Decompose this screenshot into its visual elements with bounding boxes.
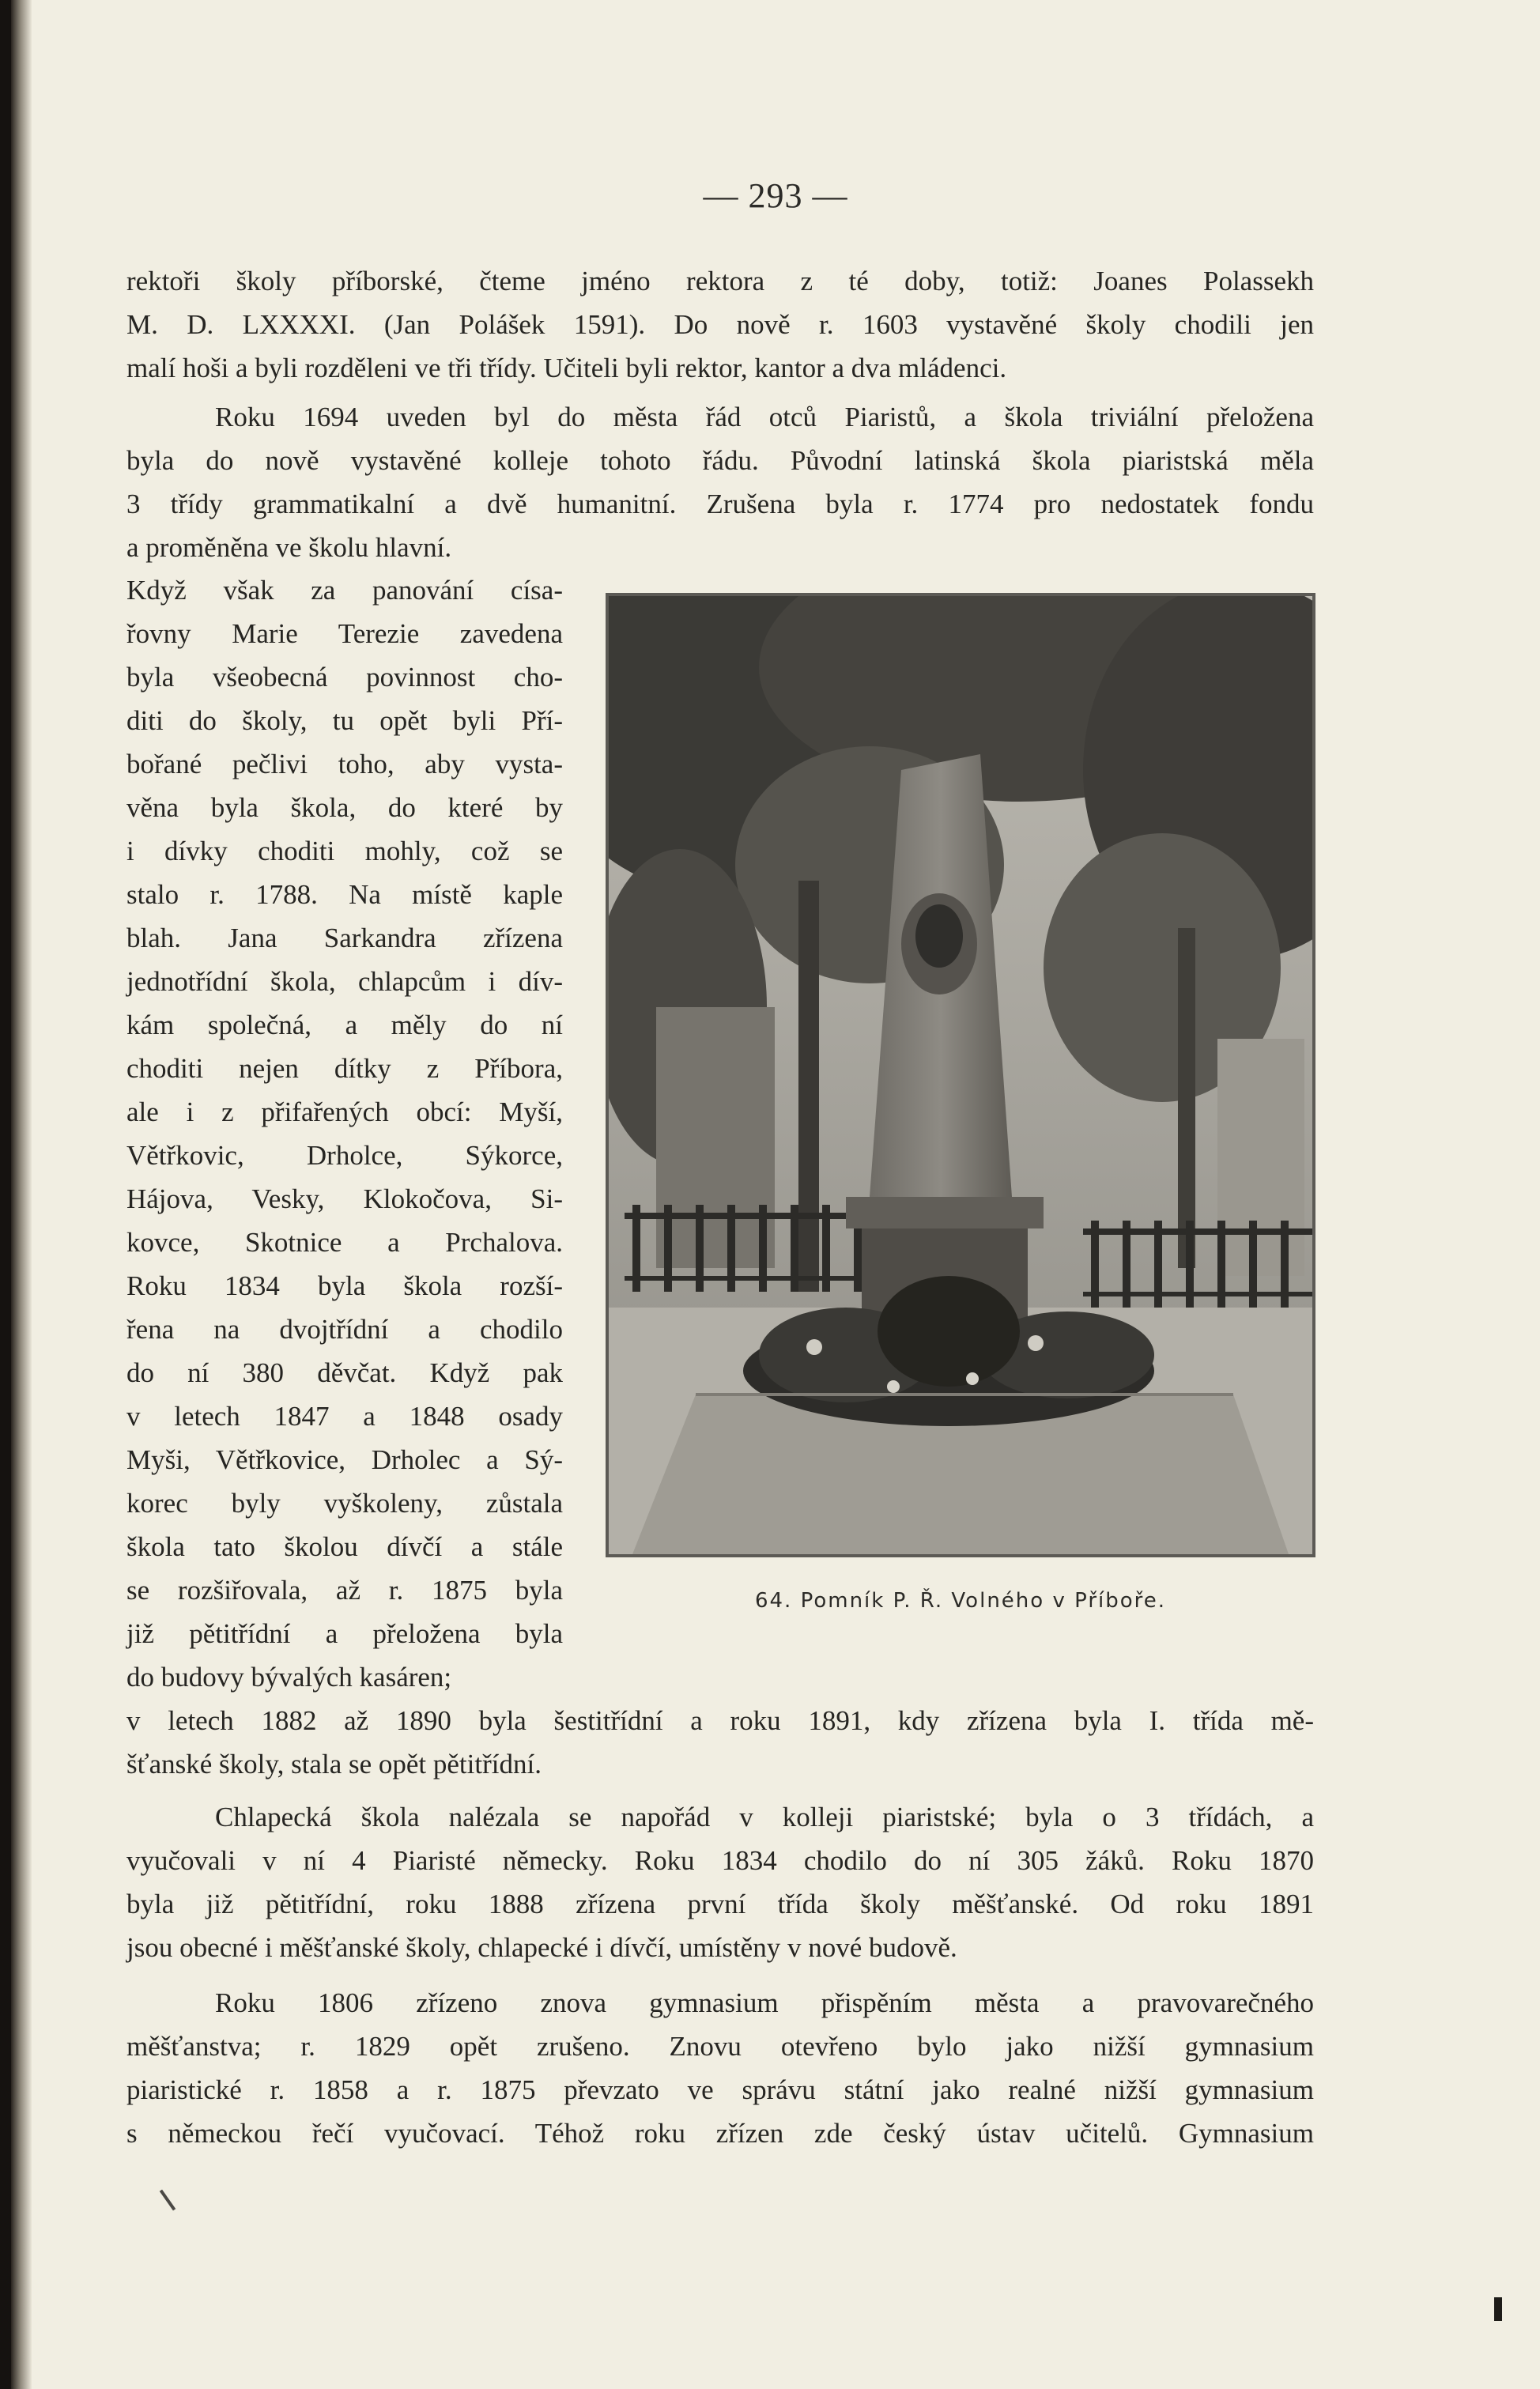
stray-ink-mark xyxy=(160,2190,176,2211)
text-line: malí hoši a byli rozděleni ve tři třídy. Učiteli byli rektor, kantor a dva mládenci. xyxy=(126,353,1007,383)
text-line: ale i z přifařených obcí: Myší, xyxy=(126,1096,563,1127)
text-line: jsou obecné i měšťanské školy, chlapecké i dívčí, umístěny v nové budově. xyxy=(126,1932,957,1963)
text-line: rektoři školy příborské, čteme jméno rektora z té doby, totiž: Joanes Polassekh xyxy=(126,266,1314,296)
text-line: 3 třídy grammatikalní a dvě humanitní. Zrušena byla r. 1774 pro nedostatek fondu xyxy=(126,489,1314,519)
corner-ink-mark xyxy=(1494,2297,1502,2321)
text-line: do budovy bývalých kasáren; xyxy=(126,1662,452,1693)
page-number: — 293 — xyxy=(703,176,848,215)
text-line: kovce, Skotnice a Prchalova. xyxy=(126,1227,563,1258)
text-line: choditi nejen dítky z Příbora, xyxy=(126,1053,563,1084)
text-line: a proměněna ve školu hlavní. xyxy=(126,532,452,563)
text-line: vyučovali v ní 4 Piaristé německy. Roku 1834 chodilo do ní 305 žáků. Roku 1870 xyxy=(126,1845,1314,1876)
text-line: Chlapecká škola nalézala se napořád v kolleji piaristské; byla o 3 třídách, a xyxy=(215,1802,1314,1832)
text-line: se rozšiřovala, až r. 1875 byla xyxy=(126,1575,563,1606)
text-line: byla již pětitřídní, roku 1888 zřízena první třída školy měšťanské. Od roku 1891 xyxy=(126,1889,1314,1919)
text-line: v letech 1882 až 1890 byla šestitřídní a roku 1891, kdy zřízena byla I. třída mě- xyxy=(126,1705,1314,1736)
text-line: již pětitřídní a přeložena byla xyxy=(126,1618,563,1649)
monument-photo xyxy=(606,593,1315,1557)
text-line: blah. Jana Sarkandra zřízena xyxy=(126,923,563,953)
text-line: Roku 1834 byla škola rozší- xyxy=(126,1270,563,1301)
text-line: řovny Marie Terezie zavedena xyxy=(126,618,563,649)
text-line: Hájova, Vesky, Klokočova, Si- xyxy=(126,1183,563,1214)
text-line: bořané pečlivi toho, aby vysta- xyxy=(126,749,563,779)
text-line: škola tato školou dívčí a stále xyxy=(126,1531,563,1562)
text-line: Myši, Větřkovice, Drholec a Sý- xyxy=(126,1444,563,1475)
book-spine-shadow xyxy=(11,0,32,2389)
text-line: řena na dvojtřídní a chodilo xyxy=(126,1314,563,1345)
text-line: byla do nově vystavěné kolleje tohoto řádu. Původní latinská škola piaristská měla xyxy=(126,445,1314,476)
text-line: i dívky choditi mohly, což se xyxy=(126,836,563,866)
text-line: byla všeobecná povinnost cho- xyxy=(126,662,563,693)
figure-caption: 64. Pomník P. Ř. Volného v Příboře. xyxy=(754,1589,1167,1613)
book-page xyxy=(11,0,1540,2389)
text-line: Roku 1694 uveden byl do města řád otců Piaristů, a škola triviální přeložena xyxy=(215,402,1314,432)
monument-photo-icon xyxy=(609,596,1312,1554)
text-line: v letech 1847 a 1848 osady xyxy=(126,1401,563,1432)
text-line: šťanské školy, stala se opět pětitřídní. xyxy=(126,1749,542,1779)
text-line: Když však za panování císa- xyxy=(126,575,563,606)
text-line: s německou řečí vyučovací. Téhož roku zřízen zde český ústav učitelů. Gymnasium xyxy=(126,2118,1314,2149)
text-line: kám společná, a měly do ní xyxy=(126,1010,563,1040)
text-line: M. D. LXXXXI. (Jan Polášek 1591). Do nově r. 1603 vystavěné školy chodili jen xyxy=(126,309,1314,340)
text-line: jednotřídní škola, chlapcům i dív- xyxy=(126,966,563,997)
text-line: měšťanstva; r. 1829 opět zrušeno. Znovu otevřeno bylo jako nižší gymnasium xyxy=(126,2031,1314,2062)
text-line: stalo r. 1788. Na místě kaple xyxy=(126,879,563,910)
text-line: Roku 1806 zřízeno znova gymnasium přispěním města a pravovarečného xyxy=(215,1987,1314,2018)
text-line: piaristické r. 1858 a r. 1875 převzato ve správu státní jako realné nižší gymnasium xyxy=(126,2074,1314,2105)
text-line: korec byly vyškoleny, zůstala xyxy=(126,1488,563,1519)
text-line: diti do školy, tu opět byli Pří- xyxy=(126,705,563,736)
text-line: do ní 380 děvčat. Když pak xyxy=(126,1357,563,1388)
text-line: věna byla škola, do které by xyxy=(126,792,563,823)
text-line: Větřkovic, Drholce, Sýkorce, xyxy=(126,1140,563,1171)
